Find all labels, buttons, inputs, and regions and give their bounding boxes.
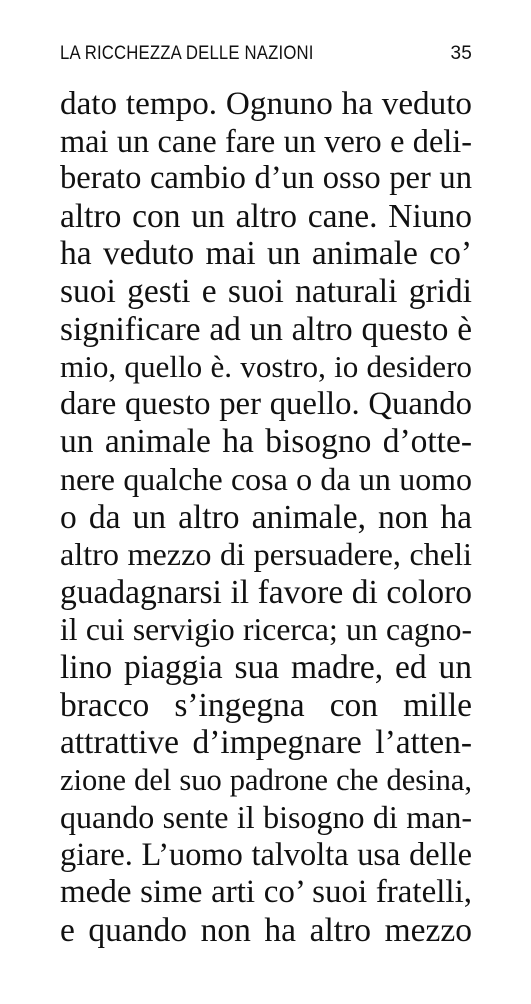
text-line: dare questo per quello. Quando <box>60 385 472 422</box>
text-line: attrattive d’impegnare l’atten- <box>60 724 472 762</box>
running-head <box>60 40 472 68</box>
text-line: nere qualche cosa o da un uomo <box>60 461 472 497</box>
text-line: significare ad un altro questo è <box>60 310 472 348</box>
text-line: guadagnarsi il favore di coloro <box>60 573 472 611</box>
text-line: quando sente il bisogno di man- <box>60 799 472 836</box>
text-line: suoi gesti e suoi naturali gridi <box>60 272 472 310</box>
text-line: mai un cane fare un vero e deli- <box>60 122 472 159</box>
text-line: mio, quello è. vostro, io desidero <box>60 349 472 385</box>
text-line: berato cambio d’un osso per un <box>60 160 472 197</box>
text-line: giare. L’uomo talvolta usa delle <box>60 836 472 873</box>
text-line: o da un altro animale, non ha <box>60 498 472 536</box>
text-line: e quando non ha altro mezzo <box>60 912 472 950</box>
running-title: LA RICCHEZZA DELLE NAZIONI <box>60 43 314 64</box>
text-line: dato tempo. Ognuno ha veduto <box>60 85 472 122</box>
text-line: lino piaggia sua madre, ed un <box>60 648 472 686</box>
text-line: bracco s’ingegna con mille <box>60 686 472 724</box>
text-line: un animale ha bisogno d’otte- <box>60 423 472 461</box>
page-number: 35 <box>450 43 472 64</box>
text-line: ha veduto mai un animale co’ <box>60 235 472 273</box>
text-line: zione del suo padrone che desina, <box>60 762 472 797</box>
text-line: altro mezzo di persuadere, cheli <box>60 536 472 573</box>
text-line: mede sime arti co’ suoi fratelli, <box>60 874 472 911</box>
text-line: il cui servigio ricerca; un cagno- <box>60 612 472 648</box>
text-line: altro con un altro cane. Niuno <box>60 197 472 235</box>
body-text <box>60 85 472 950</box>
